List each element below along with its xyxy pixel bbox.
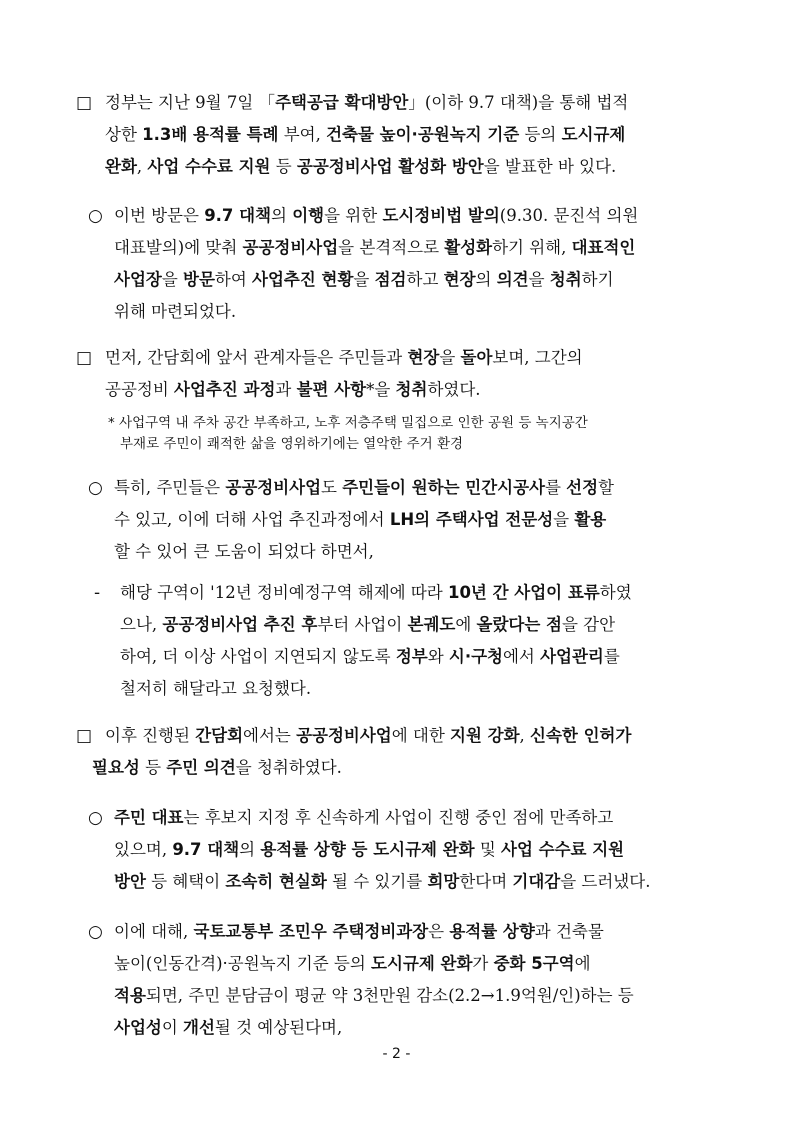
emphasized-text: 청취 [395,380,428,399]
emphasized-text: 대표적인 [571,238,636,257]
emphasized-text: 공공정비사업 [225,478,322,497]
body-text: 」(이하 9.7 대책)을 통해 법적 [408,93,629,112]
body-text: 대표발의)에 맞춰 [114,238,243,257]
paragraph-2-line-1 [114,206,638,226]
body-text: 하기 [581,270,614,289]
emphasized-text: 주민들이 원하는 민간시공사 [342,478,545,497]
emphasized-text: 주민 의견 [166,758,236,777]
body-text: 을 감안 [561,615,616,634]
body-text: 하였다. [427,380,481,399]
body-text: 도 [321,478,343,497]
body-text: 에 [455,615,477,634]
body-text: 한다며 [459,872,513,891]
body-text: 하였 [599,583,632,602]
body-text: 할 수 있어 큰 도움이 되었다 하면서, [114,542,374,561]
emphasized-text: 공공정비사업 추진 후 [162,615,318,634]
emphasized-text: 주민 대표 [114,808,184,827]
emphasized-text: 도시규제 완화 [371,954,473,973]
body-text: 위해 마련되었다. [114,302,237,321]
emphasized-text: 국토교통부 조민우 주택정비과장 [193,922,429,941]
emphasized-text: 공공정비사업 [242,238,339,257]
paragraph-1-line-1 [105,93,628,113]
emphasized-text: 주택공급 확대방안 [275,93,409,112]
paragraph-7-line-1 [114,808,613,828]
footnote-line-2: 부재로 주민이 쾌적한 삶을 영위하기에는 열악한 주거 환경 [120,436,464,452]
emphasized-text: 현장 [443,270,476,289]
emphasized-text: 방문 [183,270,215,289]
emphasized-text: 조속히 현실화 [225,872,327,891]
body-text: *을 [366,380,396,399]
body-text: 이후 진행된 [105,726,196,745]
square-bullet: □ [76,726,93,746]
body-text: 을 청취하였다. [235,758,342,777]
circle-bullet: ○ [88,922,103,942]
emphasized-text: 용적률 상향 [449,922,535,941]
emphasized-text: 활용 [574,510,607,529]
paragraph-1-line-2 [105,125,625,145]
body-text: 는 후보지 지정 후 신속하게 사업이 진행 중인 점에 만족하고 [183,808,614,827]
body-text: 할 [598,478,614,497]
body-text: 등 [270,157,297,176]
body-text: 보며, 그간의 [492,348,583,367]
emphasized-text: 지원 강화 [450,726,520,745]
body-text: 을 본격적으로 [338,238,445,257]
body-text: 등의 [519,125,562,144]
body-text: 먼저, 간담회에 앞서 관계자들은 주민들과 [105,348,408,367]
body-text: 은 [428,922,450,941]
body-text: 에서는 [243,726,297,745]
emphasized-text: 중화 5구역 [493,954,575,973]
body-text: 있으며, [114,840,173,859]
body-text: 이 [161,1018,184,1037]
body-text: 가 [472,954,494,973]
emphasized-text: 사업추진 현황 [252,270,354,289]
body-text: 를 [544,478,567,497]
body-text: 되면, 주민 분담금이 평균 약 3천만원 감소(2.2→1.9억원/인)하는 등 [145,986,634,1005]
paragraph-5-line-1 [120,583,632,603]
paragraph-2-line-3 [114,270,614,290]
emphasized-text: 공공정비사업 [296,726,392,745]
body-text: 의 [239,840,261,859]
body-text: 하고 [406,270,444,289]
paragraph-4-line-1 [114,478,614,498]
body-text: 특히, 주민들은 [114,478,226,497]
emphasized-text: 적용 [114,986,146,1005]
emphasized-text: 10년 간 사업이 표류 [447,583,600,602]
emphasized-text: 건축물 높이·공원녹지 기준 [326,125,520,144]
footnote-line-1: * 사업구역 내 주차 공간 부족하고, 노후 저층주택 밀집으로 인한 공원 등 녹지공간 [108,415,588,431]
paragraph-7-line-2 [114,840,624,860]
emphasized-text: 돌아 [460,348,493,367]
body-text: 이에 대해, [114,922,194,941]
body-text: 에 대한 [391,726,451,745]
emphasized-text: 희망 [427,872,460,891]
body-text: 의 [271,206,293,225]
body-text: 을 [353,270,375,289]
emphasized-text: 완화 [105,157,137,176]
emphasized-text: 사업추진 과정 [174,380,276,399]
emphasized-text: 현장 [407,348,440,367]
paragraph-8-line-3 [114,986,634,1006]
body-text: 에 [574,954,591,973]
emphasized-text: LH의 주택사업 전문성 [389,510,554,529]
circle-bullet: ○ [88,478,103,498]
paragraph-3-line-1 [105,348,583,368]
body-text: 정부는 지난 9월 7일 「 [105,93,276,112]
emphasized-text: 필요성 [92,758,140,777]
body-text: 하여 [214,270,253,289]
paragraph-1-line-3 [105,157,616,177]
body-text: (9.30. 문진석 의원 [499,206,639,225]
emphasized-text: 불편 사항 [296,380,367,399]
body-text: 을 드러냈다. [560,872,651,891]
emphasized-text: 기대감 [512,872,561,891]
paragraph-2-line-2 [114,238,635,258]
emphasized-text: 청취 [549,270,582,289]
paragraph-5-line-3 [120,647,620,667]
emphasized-text: 선정 [566,478,599,497]
emphasized-text: 사업 수수료 지원 [147,157,271,176]
paragraph-3-line-2 [105,380,481,400]
body-text: 이번 방문은 [114,206,205,225]
circle-bullet: ○ [88,808,103,828]
body-text: 될 것 예상된다며, [214,1018,343,1037]
emphasized-text: 사업장 [114,270,162,289]
body-text: 를 [603,647,620,666]
emphasized-text: 의견 [496,270,529,289]
circle-bullet: ○ [88,206,103,226]
body-text: 과 건축물 [534,922,604,941]
emphasized-text: 본궤도 [407,615,456,634]
emphasized-text: 사업 수수료 지원 [501,840,625,859]
emphasized-text: 사업성 [114,1018,162,1037]
paragraph-6-line-2 [92,758,342,778]
body-text: 부여, [278,125,327,144]
body-text: 으나, [120,615,163,634]
emphasized-text: 활성화 [444,238,493,257]
body-text: , [519,726,531,745]
body-text: 하여, 더 이상 사업이 지연되지 않도록 [120,647,396,666]
paragraph-8-line-4 [114,1018,342,1038]
emphasized-text: 공공정비사업 활성화 방안 [296,157,484,176]
emphasized-text: 정부 [395,647,428,666]
emphasized-text: 9.7 대책 [172,840,240,859]
emphasized-text: 시·구청 [448,647,503,666]
body-text: 을 [439,348,461,367]
body-text: 의 [475,270,497,289]
emphasized-text: 방안 [114,872,146,891]
body-text: 될 수 있기를 [326,872,428,891]
body-text: 와 [427,647,449,666]
emphasized-text: 9.7 대책 [204,206,272,225]
body-text: 철저히 해달라고 요청했다. [120,679,312,698]
page-number: - 2 - [382,1046,411,1062]
emphasized-text: 개선 [183,1018,215,1037]
emphasized-text: 간담회 [195,726,244,745]
body-text: 등 혜택이 [145,872,226,891]
emphasized-text: 도시규제 [561,125,626,144]
paragraph-7-line-3 [114,872,650,892]
square-bullet: □ [76,93,93,113]
body-text: 과 [275,380,297,399]
body-text: 을 [553,510,575,529]
paragraph-8-line-1 [114,922,604,942]
body-text: 및 [474,840,502,859]
paragraph-2-line-4 [114,302,236,322]
paragraph-8-line-2 [114,954,591,974]
emphasized-text: 1.3배 용적률 특례 [142,125,279,144]
paragraph-5-line-2 [120,615,615,635]
emphasized-text: 올랐다는 점 [476,615,562,634]
emphasized-text: 점검 [374,270,407,289]
body-text: 을 발표한 바 있다. [483,157,617,176]
body-text: 을 [528,270,550,289]
paragraph-5-line-4 [120,679,311,699]
emphasized-text: 이행 [292,206,325,225]
body-text: 을 위한 [324,206,383,225]
dash-bullet: - [94,583,101,603]
body-text: 부터 사업이 [317,615,408,634]
paragraph-6-line-1 [105,726,631,746]
body-text: 공공정비 [105,380,175,399]
body-text: 에서 [502,647,541,666]
emphasized-text: 사업관리 [540,647,604,666]
square-bullet: □ [76,348,93,368]
emphasized-text: 용적률 상향 등 도시규제 완화 [260,840,475,859]
paragraph-4-line-2 [114,510,606,530]
body-text: 해당 구역이 '12년 정비예정구역 해제에 따라 [120,583,448,602]
body-text: 하기 위해, [492,238,572,257]
body-text: 등 [139,758,167,777]
body-text: 을 [161,270,184,289]
emphasized-text: 도시정비법 발의 [382,206,500,225]
body-text: , [136,157,148,176]
body-text: 상한 [105,125,143,144]
body-text: 높이(인동간격)·공원녹지 기준 등의 [114,954,371,973]
paragraph-4-line-3 [114,542,374,562]
emphasized-text: 신속한 인허가 [530,726,632,745]
body-text: 수 있고, 이에 더해 사업 추진과정에서 [114,510,390,529]
